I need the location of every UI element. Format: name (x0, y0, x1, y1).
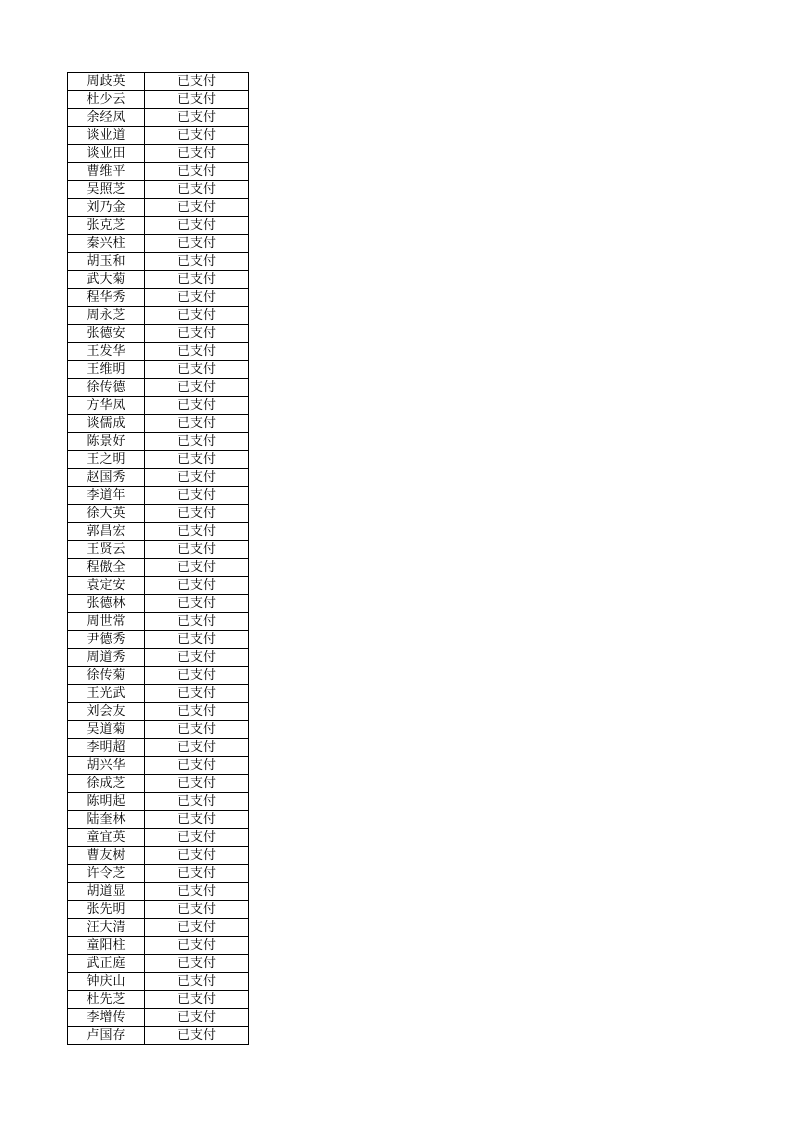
status-cell: 已支付 (145, 325, 249, 343)
status-cell: 已支付 (145, 667, 249, 685)
name-cell: 程傲全 (68, 559, 145, 577)
table-row (68, 901, 249, 919)
name-cell: 张德安 (68, 325, 145, 343)
status-cell: 已支付 (145, 217, 249, 235)
status-cell: 已支付 (145, 199, 249, 217)
status-cell: 已支付 (145, 487, 249, 505)
status-cell: 已支付 (145, 181, 249, 199)
status-cell: 已支付 (145, 541, 249, 559)
status-cell: 已支付 (145, 937, 249, 955)
name-cell: 赵国秀 (68, 469, 145, 487)
table-row (68, 505, 249, 523)
table-row (68, 919, 249, 937)
status-cell: 已支付 (145, 865, 249, 883)
name-cell: 王贤云 (68, 541, 145, 559)
table-row (68, 163, 249, 181)
name-cell: 尹德秀 (68, 631, 145, 649)
name-cell: 钟庆山 (68, 973, 145, 991)
table-row (68, 775, 249, 793)
table-row (68, 469, 249, 487)
name-cell: 杜少云 (68, 91, 145, 109)
status-cell: 已支付 (145, 829, 249, 847)
table-row (68, 703, 249, 721)
status-cell: 已支付 (145, 271, 249, 289)
name-cell: 谈儒成 (68, 415, 145, 433)
table-row (68, 541, 249, 559)
table-row (68, 181, 249, 199)
status-cell: 已支付 (145, 127, 249, 145)
table-row (68, 487, 249, 505)
name-cell: 童宜英 (68, 829, 145, 847)
name-cell: 陈景好 (68, 433, 145, 451)
name-cell: 武正庭 (68, 955, 145, 973)
status-cell: 已支付 (145, 649, 249, 667)
status-cell: 已支付 (145, 703, 249, 721)
status-cell: 已支付 (145, 415, 249, 433)
name-cell: 周歧英 (68, 73, 145, 91)
name-cell: 曹维平 (68, 163, 145, 181)
status-cell: 已支付 (145, 1009, 249, 1027)
name-cell: 谈业田 (68, 145, 145, 163)
status-cell: 已支付 (145, 397, 249, 415)
table-row (68, 343, 249, 361)
table-row (68, 613, 249, 631)
status-cell: 已支付 (145, 235, 249, 253)
name-cell: 程华秀 (68, 289, 145, 307)
name-cell: 李增传 (68, 1009, 145, 1027)
table-row (68, 127, 249, 145)
name-cell: 吴道菊 (68, 721, 145, 739)
table-row (68, 451, 249, 469)
name-cell: 陈明起 (68, 793, 145, 811)
status-cell: 已支付 (145, 109, 249, 127)
table-row (68, 523, 249, 541)
table-row (68, 1027, 249, 1045)
table-row (68, 559, 249, 577)
status-cell: 已支付 (145, 757, 249, 775)
status-cell: 已支付 (145, 721, 249, 739)
name-cell: 张克芝 (68, 217, 145, 235)
status-cell: 已支付 (145, 847, 249, 865)
status-cell: 已支付 (145, 577, 249, 595)
table-row (68, 649, 249, 667)
name-cell: 刘会友 (68, 703, 145, 721)
name-cell: 周道秀 (68, 649, 145, 667)
name-cell: 郭昌宏 (68, 523, 145, 541)
table-row (68, 145, 249, 163)
table-row (68, 271, 249, 289)
name-cell: 秦兴柱 (68, 235, 145, 253)
name-cell: 李明超 (68, 739, 145, 757)
status-cell: 已支付 (145, 451, 249, 469)
name-cell: 王之明 (68, 451, 145, 469)
status-cell: 已支付 (145, 739, 249, 757)
name-cell: 刘乃金 (68, 199, 145, 217)
name-cell: 卢国存 (68, 1027, 145, 1045)
name-cell: 周世常 (68, 613, 145, 631)
status-cell: 已支付 (145, 1027, 249, 1045)
table-row (68, 793, 249, 811)
table-row (68, 631, 249, 649)
table-row (68, 973, 249, 991)
table-row (68, 361, 249, 379)
name-cell: 王维明 (68, 361, 145, 379)
name-cell: 张先明 (68, 901, 145, 919)
table-row (68, 721, 249, 739)
name-cell: 胡玉和 (68, 253, 145, 271)
table-row (68, 847, 249, 865)
name-cell: 杜先芝 (68, 991, 145, 1009)
status-cell: 已支付 (145, 685, 249, 703)
status-cell: 已支付 (145, 289, 249, 307)
status-cell: 已支付 (145, 595, 249, 613)
table-row (68, 757, 249, 775)
status-cell: 已支付 (145, 559, 249, 577)
status-cell: 已支付 (145, 163, 249, 181)
status-cell: 已支付 (145, 793, 249, 811)
status-cell: 已支付 (145, 433, 249, 451)
payment-table (67, 72, 249, 1045)
table-row (68, 325, 249, 343)
name-cell: 曹友树 (68, 847, 145, 865)
table-row (68, 829, 249, 847)
table-row (68, 937, 249, 955)
status-cell: 已支付 (145, 883, 249, 901)
name-cell: 胡兴华 (68, 757, 145, 775)
table-row (68, 1009, 249, 1027)
status-cell: 已支付 (145, 307, 249, 325)
name-cell: 许令芝 (68, 865, 145, 883)
table-row (68, 199, 249, 217)
name-cell: 张德林 (68, 595, 145, 613)
status-cell: 已支付 (145, 991, 249, 1009)
payment-table-body (68, 73, 249, 1045)
table-row (68, 667, 249, 685)
name-cell: 余经凤 (68, 109, 145, 127)
status-cell: 已支付 (145, 523, 249, 541)
name-cell: 童阳柱 (68, 937, 145, 955)
status-cell: 已支付 (145, 253, 249, 271)
name-cell: 徐大英 (68, 505, 145, 523)
status-cell: 已支付 (145, 775, 249, 793)
name-cell: 李道年 (68, 487, 145, 505)
name-cell: 吴照芝 (68, 181, 145, 199)
table-row (68, 379, 249, 397)
name-cell: 徐传德 (68, 379, 145, 397)
status-cell: 已支付 (145, 973, 249, 991)
status-cell: 已支付 (145, 901, 249, 919)
table-row (68, 289, 249, 307)
status-cell: 已支付 (145, 379, 249, 397)
status-cell: 已支付 (145, 361, 249, 379)
table-row (68, 73, 249, 91)
table-row (68, 685, 249, 703)
table-row (68, 595, 249, 613)
status-cell: 已支付 (145, 955, 249, 973)
table-row (68, 415, 249, 433)
name-cell: 胡道显 (68, 883, 145, 901)
table-row (68, 253, 249, 271)
table-row (68, 883, 249, 901)
status-cell: 已支付 (145, 505, 249, 523)
name-cell: 武大菊 (68, 271, 145, 289)
table-row (68, 307, 249, 325)
name-cell: 陆奎林 (68, 811, 145, 829)
name-cell: 袁定安 (68, 577, 145, 595)
name-cell: 汪大清 (68, 919, 145, 937)
status-cell: 已支付 (145, 613, 249, 631)
table-row (68, 955, 249, 973)
status-cell: 已支付 (145, 631, 249, 649)
status-cell: 已支付 (145, 145, 249, 163)
table-row (68, 991, 249, 1009)
table-row (68, 217, 249, 235)
name-cell: 徐传菊 (68, 667, 145, 685)
status-cell: 已支付 (145, 91, 249, 109)
table-row (68, 433, 249, 451)
name-cell: 方华凤 (68, 397, 145, 415)
table-row (68, 235, 249, 253)
name-cell: 谈业道 (68, 127, 145, 145)
status-cell: 已支付 (145, 919, 249, 937)
name-cell: 周永芝 (68, 307, 145, 325)
table-row (68, 577, 249, 595)
table-row (68, 109, 249, 127)
table-row (68, 865, 249, 883)
status-cell: 已支付 (145, 469, 249, 487)
name-cell: 王光武 (68, 685, 145, 703)
table-row (68, 91, 249, 109)
status-cell: 已支付 (145, 343, 249, 361)
name-cell: 徐成芝 (68, 775, 145, 793)
table-row (68, 739, 249, 757)
status-cell: 已支付 (145, 811, 249, 829)
name-cell: 王发华 (68, 343, 145, 361)
status-cell: 已支付 (145, 73, 249, 91)
table-row (68, 397, 249, 415)
table-row (68, 811, 249, 829)
